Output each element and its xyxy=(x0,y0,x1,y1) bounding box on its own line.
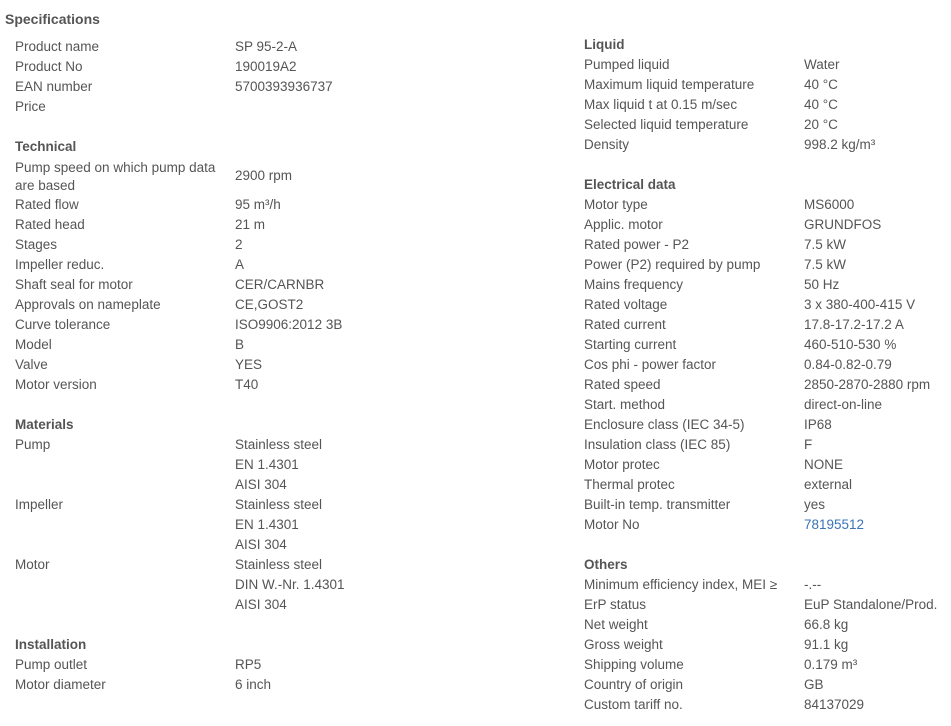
spec-value: 2900 rpm xyxy=(235,168,293,183)
motor-no-link[interactable]: 78195512 xyxy=(804,517,865,532)
spec-value: 66.8 kg xyxy=(804,617,849,632)
section-title-electrical: Electrical data xyxy=(584,177,676,192)
spec-value: 84137029 xyxy=(804,697,865,712)
spec-value: MS6000 xyxy=(804,197,855,212)
spec-label: Product No xyxy=(15,59,83,74)
spec-label: Curve tolerance xyxy=(15,317,111,332)
spec-value: B xyxy=(235,337,245,352)
spec-value: 91.1 kg xyxy=(804,637,849,652)
spec-value: external xyxy=(804,477,853,492)
spec-label: Minimum efficiency index, MEI ≥ xyxy=(584,577,778,592)
spec-value: T40 xyxy=(235,377,259,392)
spec-label: Pump xyxy=(15,437,51,452)
spec-value: 40 °C xyxy=(804,97,838,112)
spec-label: Impeller xyxy=(15,497,64,512)
spec-label: Country of origin xyxy=(584,677,684,692)
spec-value: 21 m xyxy=(235,217,266,232)
spec-label: Model xyxy=(15,337,52,352)
spec-value: 5700393936737 xyxy=(235,79,333,94)
spec-value: Stainless steel xyxy=(235,557,323,572)
spec-value: AISI 304 xyxy=(235,597,287,612)
spec-value: A xyxy=(235,257,245,272)
spec-value: SP 95-2-A xyxy=(235,39,298,54)
section-title-others: Others xyxy=(584,557,628,572)
section-title-materials: Materials xyxy=(15,417,74,432)
spec-label: ErP status xyxy=(584,597,647,612)
spec-label: Rated voltage xyxy=(584,297,668,312)
spec-label: Cos phi - power factor xyxy=(584,357,717,372)
spec-value: Stainless steel xyxy=(235,497,323,512)
spec-value: 998.2 kg/m³ xyxy=(804,137,876,152)
spec-value: 460-510-530 % xyxy=(804,337,897,352)
spec-label: Rated current xyxy=(584,317,666,332)
spec-label: Start. method xyxy=(584,397,666,412)
spec-label: Thermal protec xyxy=(584,477,675,492)
spec-value: 7.5 kW xyxy=(804,237,847,252)
spec-value: direct-on-line xyxy=(804,397,883,412)
spec-label: Motor No xyxy=(584,517,640,532)
spec-value: 2850-2870-2880 rpm xyxy=(804,377,931,392)
spec-value: 50 Hz xyxy=(804,277,840,292)
spec-value: AISI 304 xyxy=(235,477,287,492)
spec-label: Rated head xyxy=(15,217,85,232)
spec-value: 40 °C xyxy=(804,77,838,92)
spec-label: Pump speed on which pump data are based xyxy=(15,160,216,193)
spec-label: Pump outlet xyxy=(15,657,88,672)
spec-value: YES xyxy=(235,357,263,372)
spec-value: 0.84-0.82-0.79 xyxy=(804,357,892,372)
spec-label: Maximum liquid temperature xyxy=(584,77,755,92)
spec-value: CE,GOST2 xyxy=(235,297,304,312)
section-title-liquid: Liquid xyxy=(584,37,625,52)
section-title-installation: Installation xyxy=(15,637,87,652)
spec-label: Enclosure class (IEC 34-5) xyxy=(584,417,745,432)
spec-value: 20 °C xyxy=(804,117,838,132)
spec-value: 7.5 kW xyxy=(804,257,847,272)
spec-label: Approvals on nameplate xyxy=(15,297,161,312)
spec-label: Built-in temp. transmitter xyxy=(584,497,731,512)
spec-label: Product name xyxy=(15,39,100,54)
spec-label: EAN number xyxy=(15,79,93,94)
section-title-technical: Technical xyxy=(15,139,77,154)
spec-label: Starting current xyxy=(584,337,677,352)
spec-value: Water xyxy=(804,57,840,72)
spec-label: Power (P2) required by pump xyxy=(584,257,761,272)
spec-label: Rated power - P2 xyxy=(584,237,690,252)
spec-label: Motor version xyxy=(15,377,97,392)
spec-label: Rated flow xyxy=(15,197,79,212)
spec-label: Selected liquid temperature xyxy=(584,117,749,132)
spec-label: Rated speed xyxy=(584,377,661,392)
spec-value: 190019A2 xyxy=(235,59,297,74)
spec-label: Mains frequency xyxy=(584,277,684,292)
spec-label: Shaft seal for motor xyxy=(15,277,133,292)
spec-label: Motor diameter xyxy=(15,677,106,692)
spec-label: Stages xyxy=(15,237,58,252)
spec-value: NONE xyxy=(804,457,844,472)
spec-label: Price xyxy=(15,99,46,114)
spec-value: GRUNDFOS xyxy=(804,217,882,232)
spec-value: Stainless steel xyxy=(235,437,323,452)
spec-value: IP68 xyxy=(804,417,832,432)
spec-value: CER/CARNBR xyxy=(235,277,325,292)
spec-label: Pumped liquid xyxy=(584,57,670,72)
spec-value: F xyxy=(804,437,813,452)
spec-value: EuP Standalone/Prod. xyxy=(804,597,938,612)
spec-value: 3 x 380-400-415 V xyxy=(804,297,916,312)
spec-label: Applic. motor xyxy=(584,217,663,232)
spec-value: DIN W.-Nr. 1.4301 xyxy=(235,577,345,592)
spec-label: Shipping volume xyxy=(584,657,684,672)
spec-value: 6 inch xyxy=(235,677,272,692)
spec-value: ISO9906:2012 3B xyxy=(235,317,343,332)
spec-value: RP5 xyxy=(235,657,262,672)
spec-label: Motor protec xyxy=(584,457,660,472)
spec-value: AISI 304 xyxy=(235,537,287,552)
spec-label: Density xyxy=(584,137,630,152)
spec-value: 17.8-17.2-17.2 A xyxy=(804,317,904,332)
spec-label: Gross weight xyxy=(584,637,663,652)
page-title: Specifications xyxy=(5,11,100,27)
spec-value: 2 xyxy=(235,237,243,252)
spec-value: yes xyxy=(804,497,826,512)
spec-label: Motor xyxy=(15,557,50,572)
spec-label: Max liquid t at 0.15 m/sec xyxy=(584,97,738,112)
spec-label: Impeller reduc. xyxy=(15,257,105,272)
spec-label: Insulation class (IEC 85) xyxy=(584,437,731,452)
spec-label: Motor type xyxy=(584,197,648,212)
spec-value: GB xyxy=(804,677,824,692)
spec-value: -.-- xyxy=(804,577,822,592)
spec-value: 0.179 m³ xyxy=(804,657,858,672)
spec-value: EN 1.4301 xyxy=(235,457,299,472)
spec-label: Custom tariff no. xyxy=(584,697,683,712)
spec-label: Valve xyxy=(15,357,48,372)
spec-value: 95 m³/h xyxy=(235,197,281,212)
spec-value: EN 1.4301 xyxy=(235,517,299,532)
spec-label: Net weight xyxy=(584,617,648,632)
